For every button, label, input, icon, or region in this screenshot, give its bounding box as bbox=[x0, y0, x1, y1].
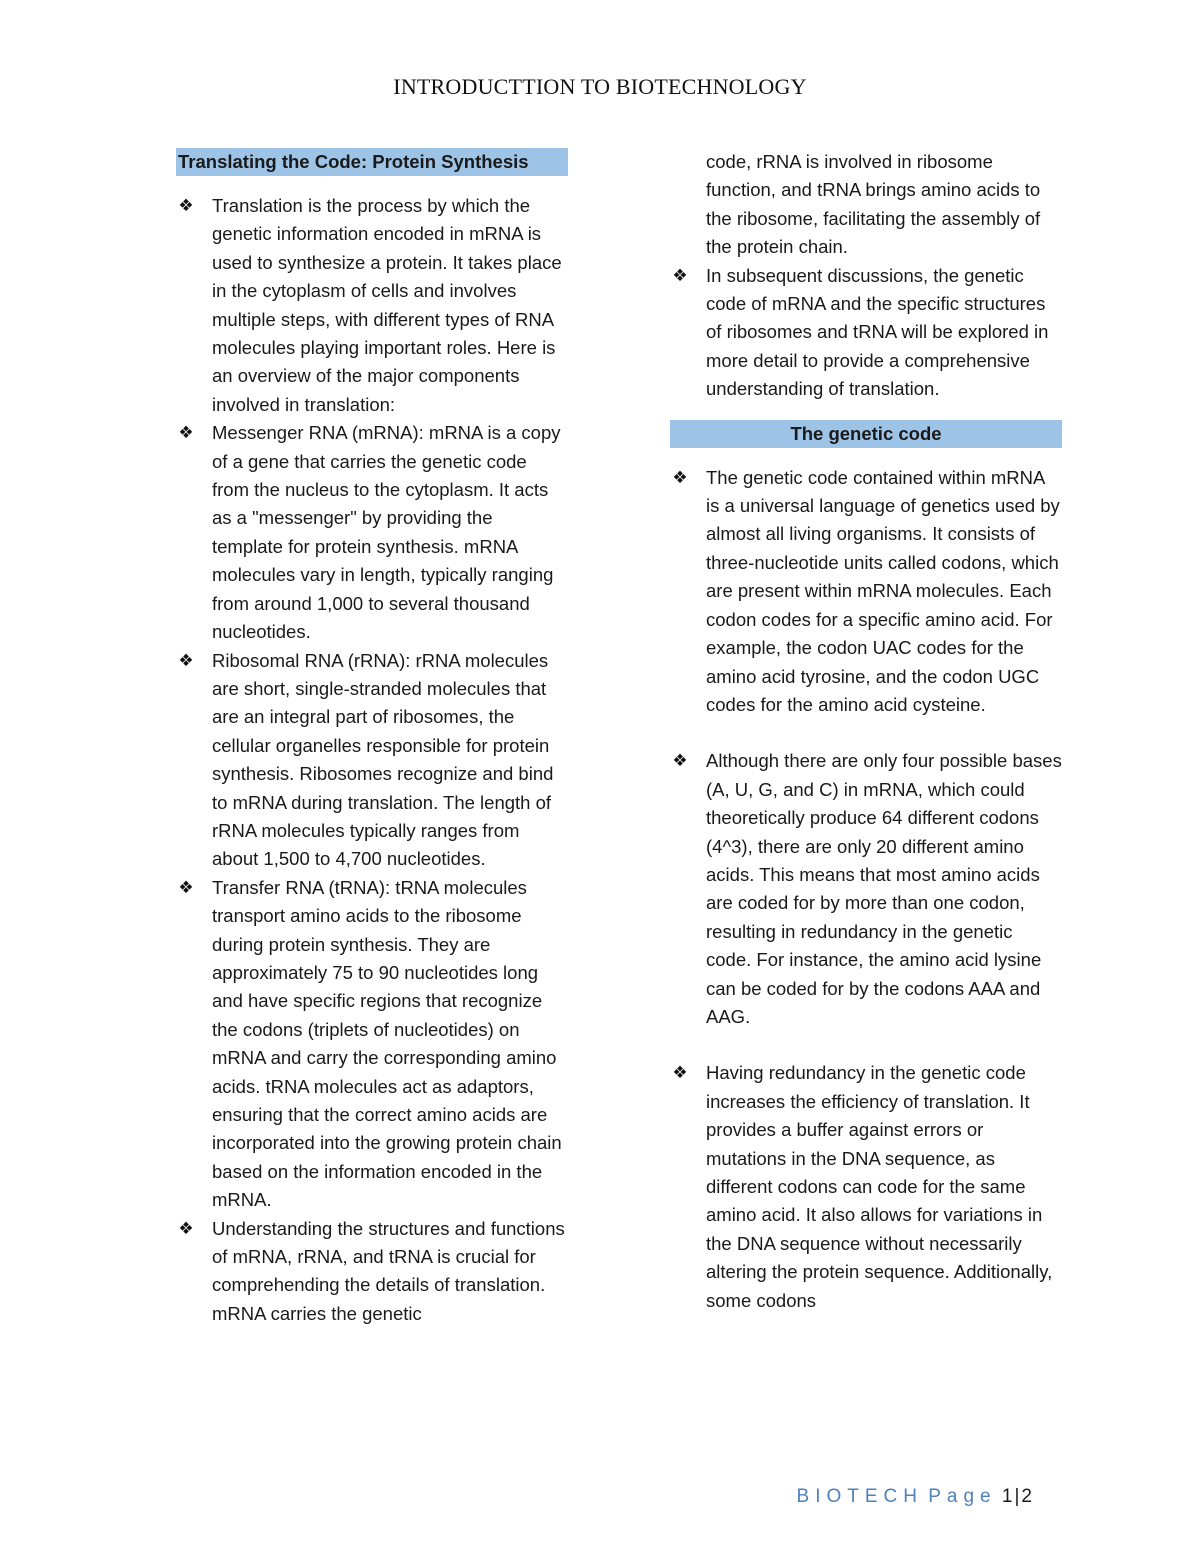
diamond-bullet-icon: ❖ bbox=[178, 423, 194, 443]
footer-page-word: Page bbox=[928, 1486, 997, 1507]
list-item bbox=[176, 419, 568, 646]
diamond-bullet-icon: ❖ bbox=[672, 751, 688, 771]
list-item bbox=[176, 1215, 568, 1329]
list-item-text: Although there are only four possible bases (A, U, G, and C) in mRNA, which could theoretically produce 64 different codons (4^3), there are only 20 different amino acids. This means that most amino acids are coded for by more than one codon, resulting in redundancy in the genetic code. For instance, the amino acid lysine can be coded for by the codons AAA and AAG. bbox=[706, 750, 1062, 1027]
diamond-bullet-icon: ❖ bbox=[672, 265, 688, 285]
diamond-bullet-icon: ❖ bbox=[672, 467, 688, 487]
list-item-text: The genetic code contained within mRNA is a universal language of genetics used by almost all living organisms. It consists of three-nucleotide units called codons, which are present within mRNA molecules. Each codon codes for a specific amino acid. For example, the codon UAC codes for the amino acid tyrosine, and the codon UGC codes for the amino acid cysteine. bbox=[706, 466, 1060, 715]
footer-page-total: 2 bbox=[1021, 1486, 1032, 1507]
list-item-text: In subsequent discussions, the genetic code of mRNA and the specific structures of ribosomes and tRNA will be explored in more detail to provide a comprehensive understanding of translation. bbox=[706, 264, 1049, 400]
list-item bbox=[670, 747, 1062, 1031]
list-item-text: Having redundancy in the genetic code increases the efficiency of translation. It provides a buffer against errors or mutations in the DNA sequence, as different codons can code for the same amino acid. It also allows for variations in the DNA sequence without necessarily altering the protein sequence. Additionally, some codons bbox=[706, 1062, 1053, 1311]
list-item bbox=[670, 1059, 1062, 1315]
list-item bbox=[670, 262, 1062, 404]
section-heading-protein-synthesis: Translating the Code: Protein Synthesis bbox=[176, 148, 568, 176]
left-column bbox=[176, 148, 568, 1328]
section-heading-genetic-code: The genetic code bbox=[670, 420, 1062, 448]
page-footer bbox=[797, 1486, 1032, 1508]
right-column bbox=[670, 148, 1062, 1315]
diamond-bullet-icon: ❖ bbox=[178, 1218, 194, 1238]
footer-separator: | bbox=[1014, 1486, 1020, 1507]
footer-page-current: 1 bbox=[1001, 1486, 1013, 1507]
continuation-text: code, rRNA is involved in ribosome function, and tRNA brings amino acids to the ribosome, facilitating the assembly of the protein chain. bbox=[706, 151, 1041, 258]
diamond-bullet-icon: ❖ bbox=[672, 1063, 688, 1083]
list-item bbox=[176, 192, 568, 419]
diamond-bullet-icon: ❖ bbox=[178, 877, 194, 897]
list-item-text: Transfer RNA (tRNA): tRNA molecules transport amino acids to the ribosome during protein synthesis. They are approximately 75 to 90 nucleotides long and have specific regions that recognize the codons (triplets of nucleotides) on mRNA and carry the corresponding amino acids. tRNA molecules act as adaptors, ensuring that the correct amino acids are incorporated into the growing protein chain based on the information encoded in the mRNA. bbox=[212, 876, 562, 1211]
diamond-bullet-icon: ❖ bbox=[178, 650, 194, 670]
list-item bbox=[176, 647, 568, 874]
list-item-text: Understanding the structures and functions of mRNA, rRNA, and tRNA is crucial for comprehending the details of translation. mRNA carries the genetic bbox=[212, 1217, 565, 1324]
document-title: INTRODUCTTION TO BIOTECHNOLOGY bbox=[393, 74, 807, 99]
list-item bbox=[670, 464, 1062, 720]
list-item-text: Ribosomal RNA (rRNA): rRNA molecules are short, single-stranded molecules that are an integral part of ribosomes, the cellular organelles responsible for protein synthesis. Ribosomes recognize and bind to mRNA during translation. The length of rRNA molecules typically ranges from about 1,500 to 4,700 nucleotides. bbox=[212, 649, 554, 870]
list-item-text: Messenger RNA (mRNA): mRNA is a copy of a gene that carries the genetic code from the nucleus to the cytoplasm. It acts as a "messenger" by providing the template for protein synthesis. mRNA molecules vary in length, typically ranging from around 1,000 to several thousand nucleotides. bbox=[212, 422, 561, 643]
list-item-text: Translation is the process by which the genetic information encoded in mRNA is used to synthesize a protein. It takes place in the cytoplasm of cells and involves multiple steps, with different types of RNA molecules playing important roles. Here is an overview of the major components involved in translation: bbox=[212, 195, 562, 415]
footer-label: BIOTECH bbox=[796, 1486, 923, 1507]
list-item bbox=[176, 874, 568, 1215]
diamond-bullet-icon: ❖ bbox=[178, 196, 194, 215]
